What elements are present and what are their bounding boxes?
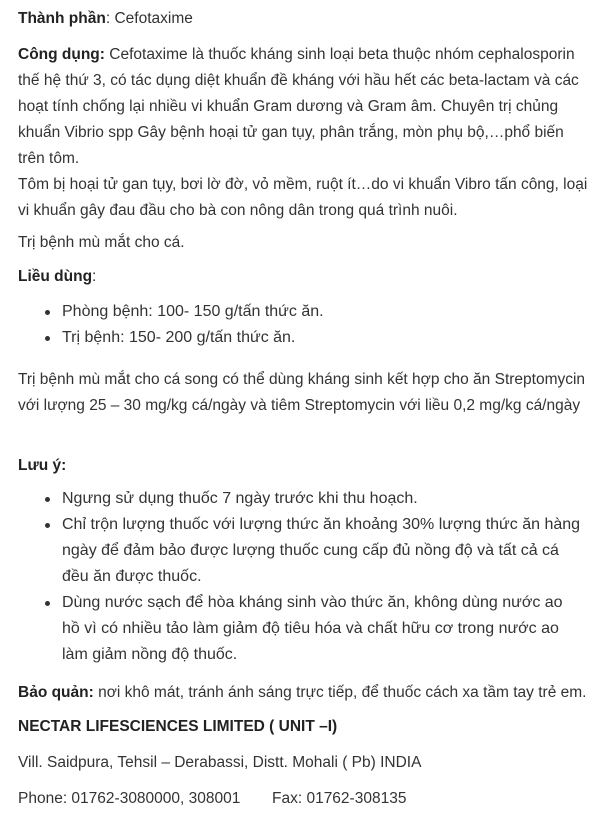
dosage-item-treatment: Trị bệnh: 150- 200 g/tấn thức ăn. bbox=[36, 325, 584, 351]
company-address: Vill. Saidpura, Tehsil – Derabassi, Distt. Mohali ( Pb) INDIA bbox=[18, 754, 422, 771]
note-item-mixing: Chỉ trộn lượng thuốc với lượng thức ăn khoảng 30% lượng thức ăn hàng ngày để đảm bảo được lượng thuốc cung cấp đủ nồng độ và tất cả cá đều ăn được thuốc. bbox=[36, 512, 584, 590]
dosage-label: Liều dùng bbox=[18, 268, 93, 285]
note-item-withdrawal: Ngưng sử dụng thuốc 7 ngày trước khi thu hoạch. bbox=[36, 486, 584, 512]
note-item-water: Dùng nước sạch để hòa kháng sinh vào thức ăn, không dùng nước ao hồ vì có nhiều tảo làm giảm độ tiêu hóa và chất hữu cơ trong nước ao làm giảm nồng độ thuốc. bbox=[36, 590, 584, 668]
company-name: NECTAR LIFESCIENCES LIMITED ( UNIT –I) bbox=[18, 718, 338, 735]
usage-text: Cefotaxime là thuốc kháng sinh loại beta thuộc nhóm cephalosporin thế hệ thứ 3, có tác dụng diệt khuẩn đề kháng với hầu hết các beta-lactam và các hoạt tính chống lại nhiều vi khuẩn Gram dương và Gram âm. Chuyên trị chủng khuẩn Vibrio spp Gây bệnh hoại tử gan tụy, phân trắng, mòn phụ bộ,…phổ biến trên tôm. bbox=[18, 46, 579, 167]
combination-paragraph: Trị bệnh mù mắt cho cá song có thể dùng kháng sinh kết hợp cho ăn Streptomycin với lượng 25 – 30 mg/kg cá/ngày và tiêm Streptomycin với liều 0,2 mg/kg cá/ngày bbox=[18, 371, 586, 414]
contact-line bbox=[18, 786, 588, 812]
dosage-list bbox=[36, 299, 584, 351]
storage-paragraph bbox=[18, 680, 588, 706]
composition-value: Cefotaxime bbox=[114, 10, 193, 27]
shrimp-paragraph: Tôm bị hoại tử gan tụy, bơi lờ đờ, vỏ mềm, ruột ít…do vi khuẩn Vibro tấn công, loại vi khuẩn gây đau đầu cho bà con nông dân trong quá trình nuôi. bbox=[18, 176, 588, 219]
dosage-item-prevention: Phòng bệnh: 100- 150 g/tấn thức ăn. bbox=[36, 299, 584, 325]
usage-label: Công dụng: bbox=[18, 46, 105, 63]
composition-line: Thành phần: Cefotaxime bbox=[18, 10, 193, 27]
storage-label: Bảo quản: bbox=[18, 684, 94, 701]
dosage-colon: : bbox=[92, 268, 97, 285]
notes-list bbox=[36, 486, 584, 668]
fish-paragraph: Trị bệnh mù mắt cho cá. bbox=[18, 234, 185, 251]
company-phone: Phone: 01762-3080000, 308001 bbox=[18, 790, 241, 807]
dosage-heading bbox=[18, 264, 588, 290]
notes-label: Lưu ý: bbox=[18, 457, 67, 474]
company-fax: Fax: 01762-308135 bbox=[272, 790, 407, 807]
notes-heading bbox=[18, 453, 588, 479]
usage-paragraph bbox=[18, 42, 588, 172]
storage-text: nơi khô mát, tránh ánh sáng trực tiếp, để thuốc cách xa tầm tay trẻ em. bbox=[98, 684, 587, 701]
composition-label: Thành phần bbox=[18, 10, 106, 27]
